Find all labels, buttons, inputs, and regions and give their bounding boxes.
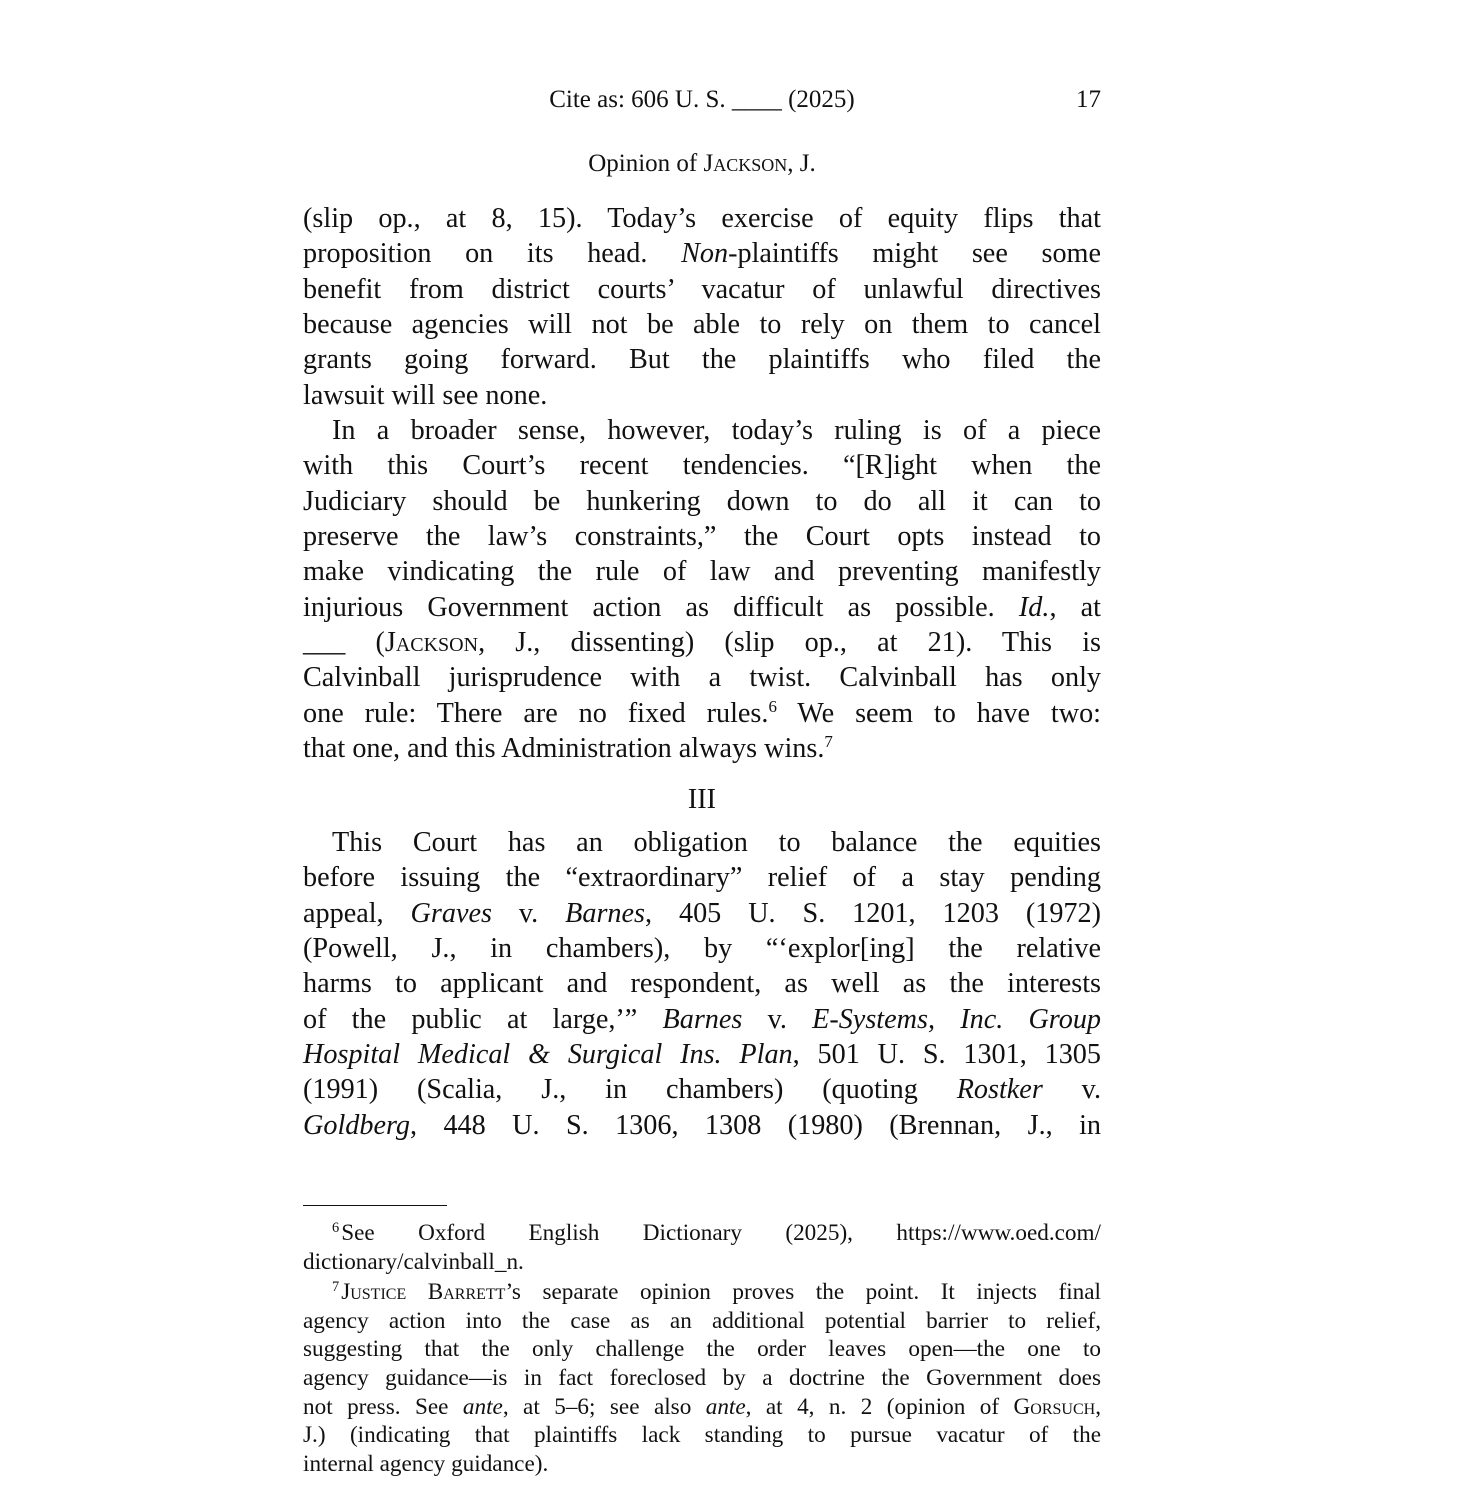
text-line: This Court has an obligation to balance the equities	[332, 827, 1101, 858]
paragraph-2	[303, 413, 1101, 766]
text-line: (slip op., at 8, 15). Today’s exercise of equity flips that	[303, 203, 1101, 234]
opinion-suffix: , J.	[787, 150, 816, 177]
opinion-prefix: Opinion of	[588, 150, 704, 177]
footnote-6	[303, 1219, 1101, 1276]
paragraph-1	[303, 201, 1101, 413]
justice-name: Jackson	[703, 150, 788, 177]
justice-name: Gorsuch	[1013, 1393, 1096, 1420]
footnote-line: not press. See ante, at 5–6; see also ante, at 4, n. 2 (opinion of Gorsuch,	[303, 1393, 1101, 1420]
text-line: lawsuit will see none.	[303, 379, 548, 411]
running-header	[303, 86, 1101, 118]
footnote-line: $^7$Justice Barrett’s separate opinion proves the point. It injects final	[332, 1279, 1101, 1305]
text-line: Judiciary should be hunkering down to do all it can to	[303, 485, 1101, 517]
footnote-ref-7[interactable]: 7	[824, 731, 833, 751]
footnote-line: suggesting that the only challenge the order leaves open—the one to	[303, 1336, 1101, 1363]
text-line: because agencies will not be able to rely on them to cancel	[303, 309, 1101, 341]
text-line: harms to applicant and respondent, as well as the interests	[303, 968, 1101, 1000]
text-line: injurious Government action as difficult as possible. Id., at	[303, 591, 1102, 623]
case-name: Barnes	[565, 897, 645, 929]
text-line: with this Court’s recent tendencies. “[R]ight when the	[303, 450, 1101, 482]
text-line: (Powell, J., in chambers), by “‘explor[ing] the relative	[303, 933, 1101, 965]
text-line: benefit from district courts’ vacatur of unlawful directives	[303, 273, 1101, 305]
case-name: Barnes	[662, 1003, 743, 1035]
section-heading: III	[687, 784, 717, 815]
text-line: of the public at large,’” Barnes v. E-Systems, Inc. Group	[303, 1003, 1102, 1035]
footnote-line: agency action into the case as an additional potential barrier to relief,	[303, 1307, 1101, 1334]
footnote-line: agency guidance—is in fact foreclosed by a doctrine the Government does	[303, 1365, 1101, 1392]
footnote-separator	[303, 1205, 447, 1206]
case-name: E-Systems, Inc. Group	[812, 1003, 1102, 1035]
case-name: Hospital Medical & Surgical Ins. Plan	[303, 1039, 793, 1071]
text-line: (1991) (Scalia, J., in chambers) (quoting Rostker v.	[303, 1074, 1101, 1106]
text-line: make vindicating the rule of law and preventing manifestly	[303, 556, 1101, 588]
text-line: grants going forward. But the plaintiffs who filed the	[303, 344, 1101, 376]
case-name: Graves	[410, 897, 492, 929]
footnote-7	[303, 1278, 1101, 1479]
footnote-number: 7	[332, 1279, 340, 1296]
text-line: one rule: There are no fixed rules.$^6$ We seem to have two:	[303, 696, 1101, 729]
citation-id: Id.	[1018, 591, 1050, 623]
justice-name: Jackson	[384, 627, 479, 659]
footnote-line: internal agency guidance).	[303, 1451, 549, 1478]
footnote-line: J.) (indicating that plaintiffs lack standing to pursue vacatur of the	[303, 1422, 1101, 1449]
text-line: appeal, Graves v. Barnes, 405 U. S. 1201, 1203 (1972)	[303, 897, 1101, 929]
case-name: Goldberg	[303, 1109, 410, 1141]
text-line: In a broader sense, however, today’s ruling is of a piece	[332, 415, 1101, 446]
case-name: Rostker	[956, 1074, 1043, 1106]
text-line: that one, and this Administration always wins.$^7$	[303, 731, 833, 765]
text-line: Hospital Medical & Surgical Ins. Plan, 501 U. S. 1301, 1305	[303, 1039, 1101, 1071]
footnote-number: 6	[332, 1220, 340, 1237]
page-number: 17	[1076, 86, 1101, 113]
opinion-attribution	[303, 150, 1101, 178]
citation-header: Cite as: 606 U. S. ____ (2025)	[549, 86, 855, 113]
footnote-line: $^6$See Oxford English Dictionary (2025), https://www.oed.com/	[332, 1220, 1101, 1246]
justice-name: Justice Barrett	[341, 1279, 506, 1305]
italic-emphasis: Non	[681, 238, 729, 270]
text-line: before issuing the “extraordinary” relief of a stay pending	[303, 862, 1101, 894]
text-line: proposition on its head. Non-plaintiffs might see some	[303, 238, 1101, 270]
text-line: preserve the law’s constraints,” the Court opts instead to	[303, 521, 1101, 553]
text-line: ___ (Jackson, J., dissenting) (slip op., at 21). This is	[303, 627, 1102, 659]
footnote-line: dictionary/calvinball_n.	[303, 1248, 524, 1275]
paragraph-3	[303, 825, 1101, 1143]
footnote-ref-6[interactable]: 6	[768, 696, 777, 716]
text-line: Calvinball jurisprudence with a twist. Calvinball has only	[303, 662, 1101, 694]
text-line: Goldberg, 448 U. S. 1306, 1308 (1980) (Brennan, J., in	[303, 1109, 1101, 1141]
